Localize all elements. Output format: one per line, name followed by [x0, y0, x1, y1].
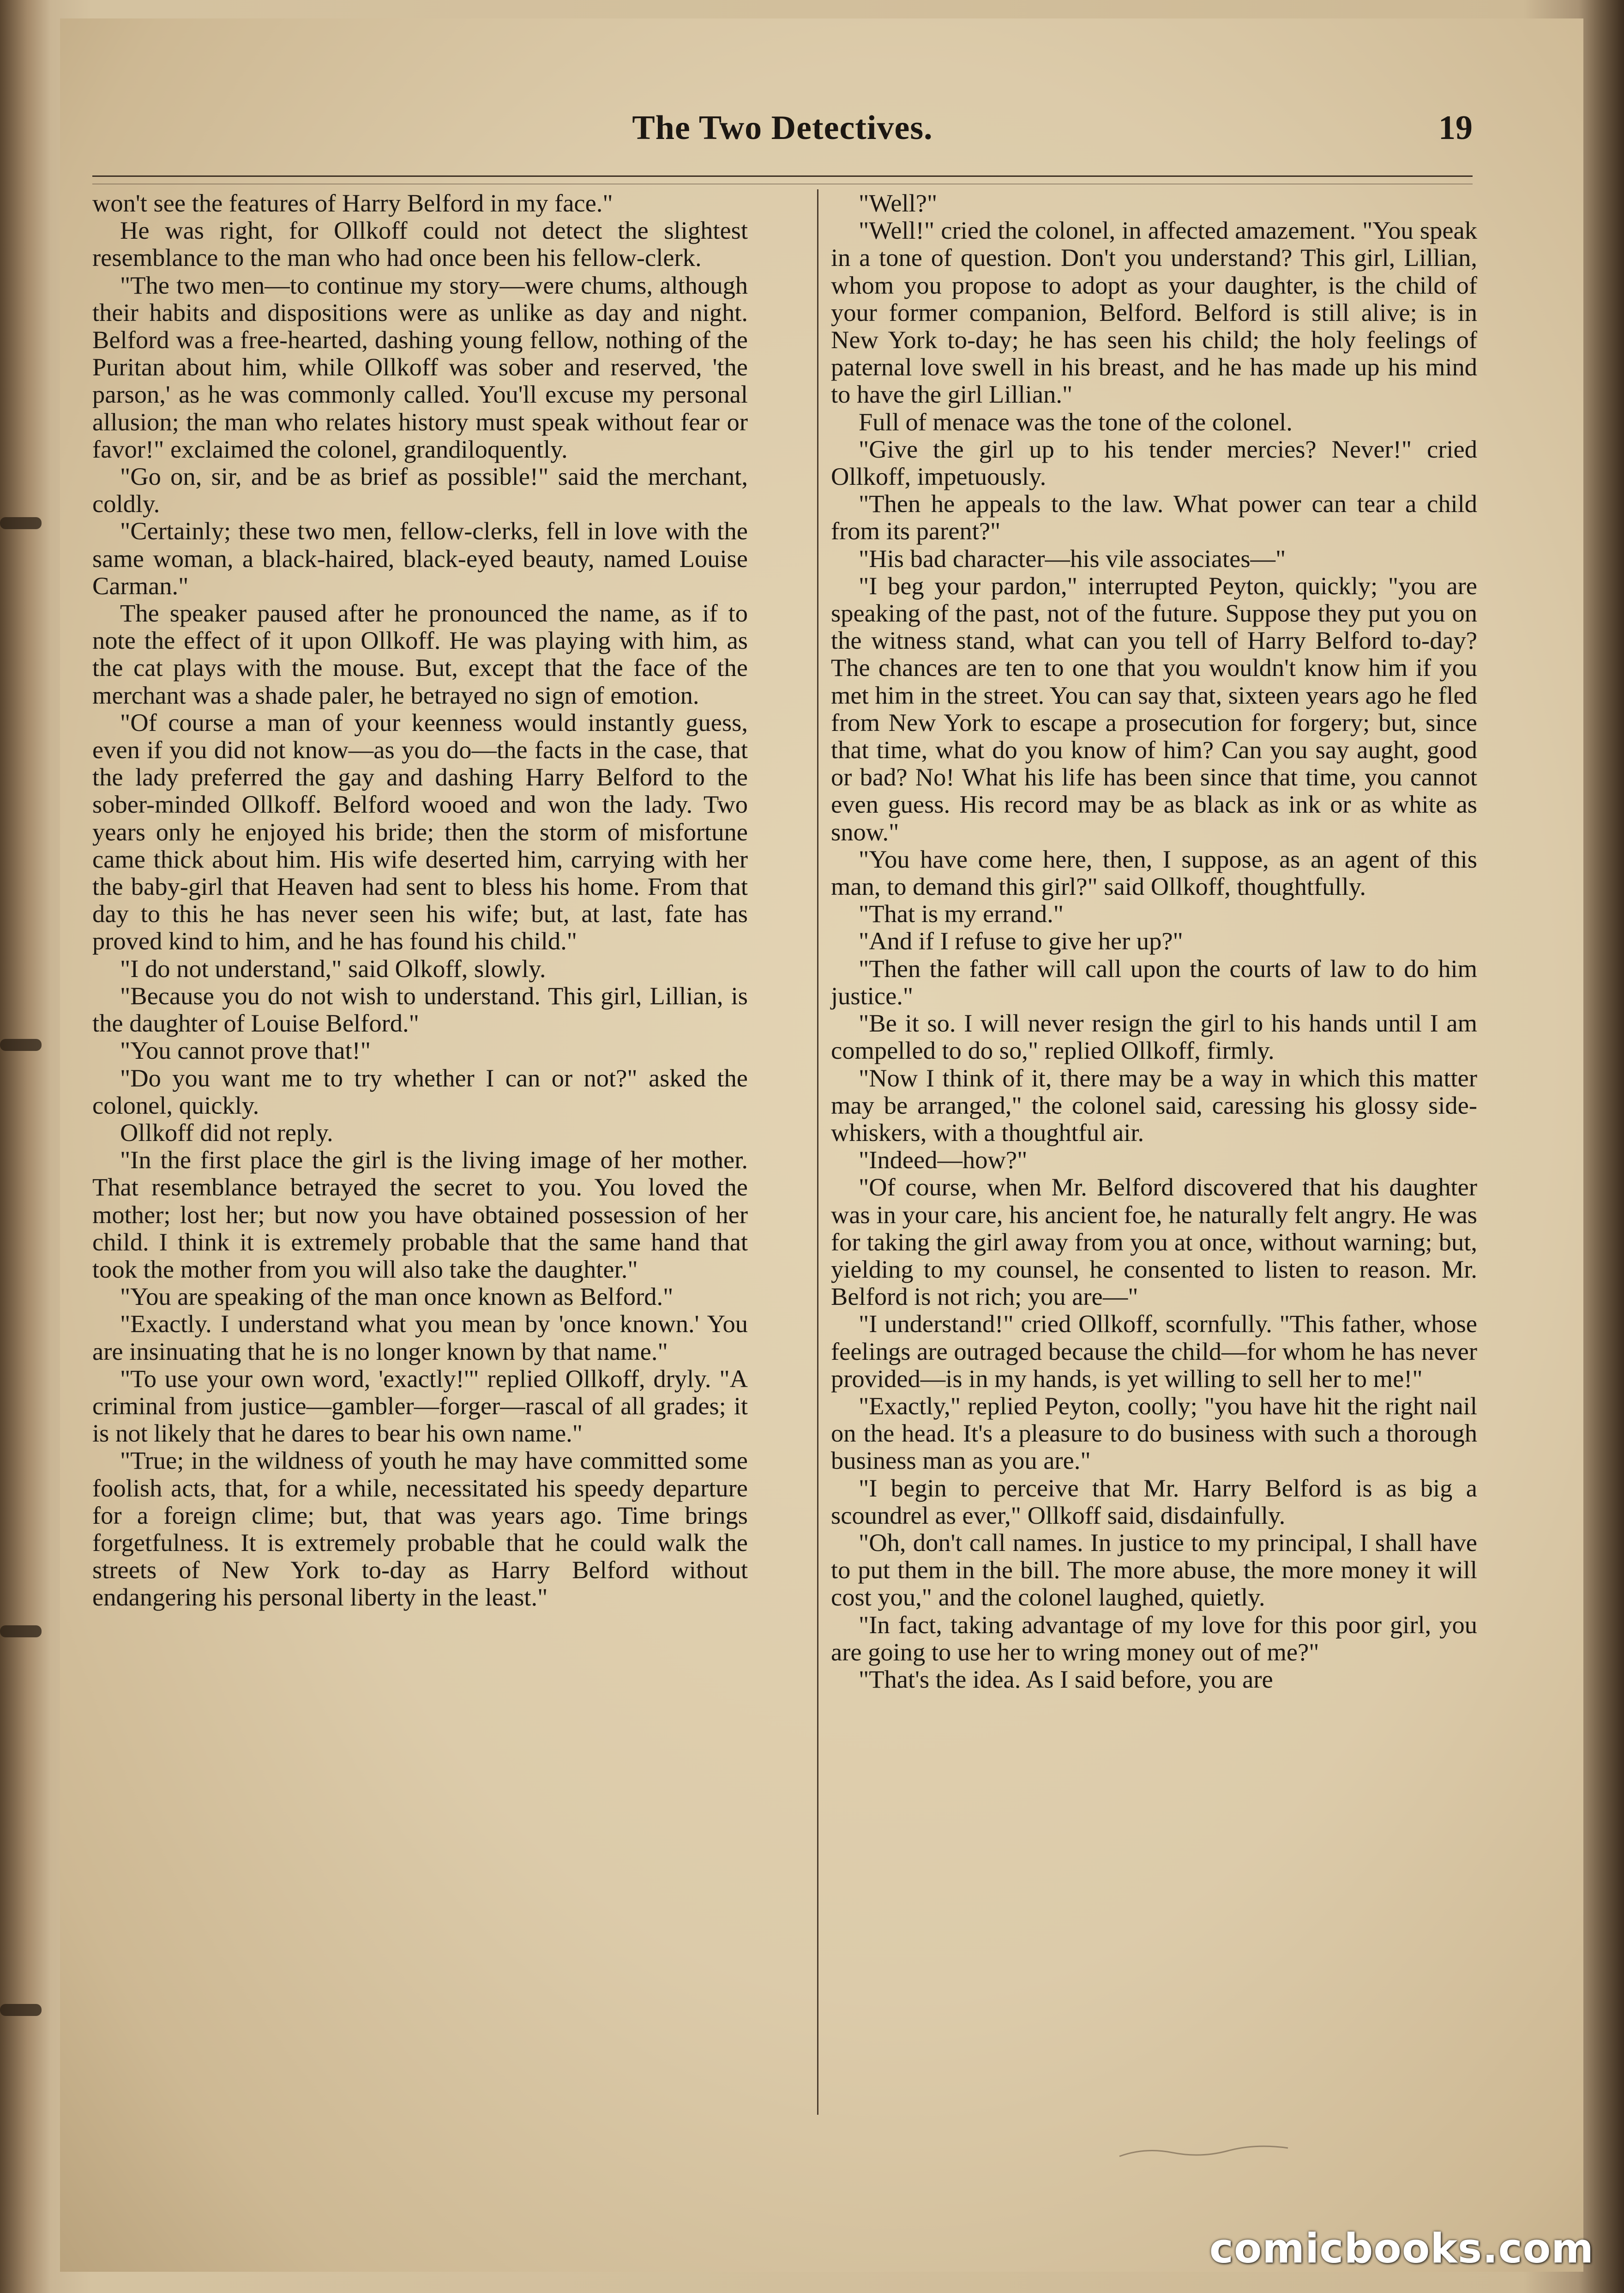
paragraph: "That is my errand."	[859, 899, 1064, 928]
binding-stitch-mark	[0, 1625, 42, 1637]
binding-stitch-mark	[0, 517, 42, 529]
paragraph: "Go on, sir, and be as brief as possible!" said the merchant, coldly.	[92, 462, 748, 518]
paragraph: He was right, for Ollkoff could not detect the slightest resemblance to the man who had once been his fellow-clerk.	[92, 216, 748, 272]
header-rule	[92, 175, 1473, 177]
paragraph: "Now I think of it, there may be a way in which this matter may be arranged," the colonel said, caressing his glossy side-whiskers, with a thoughtful air.	[831, 1063, 1477, 1146]
paragraph: "That's the idea. As I said before, you are	[859, 1665, 1273, 1693]
binding-stitch-mark	[0, 2004, 42, 2016]
paragraph: "His bad character—his vile associates—"	[859, 544, 1286, 573]
running-header	[92, 109, 1473, 159]
paragraph: "To use your own word, 'exactly!'" replied Ollkoff, dryly. "A criminal from justice—gambler—forger—rascal of all grades; it is not likely that he dares to bear his own name."	[92, 1364, 748, 1448]
paragraph: "I beg your pardon," interrupted Peyton, quickly; "you are speaking of the past, not of the future. Suppose they put you on the witness stand, what can you tell of Harry Belford to-day? The chances are ten to one that you wouldn't know him if you met him in the street. You can say that, sixteen years ago he fled from New York to escape a prosecution for forgery; but, since that time, what do you know of him? Can you say aught, good or bad? No! What his life has been since that time, you cannot even guess. His record may be as black as ink or as white as snow."	[831, 571, 1477, 846]
paragraph: "Well!" cried the colonel, in affected amazement. "You speak in a tone of question. Don't you understand? This girl, Lillian, whom you propose to adopt as your daughter, is the child of your former companion, Belford. Belford is still alive; is in New York to-day; he has seen his child; the holy feelings of paternal love swell in his breast, and he has made up his mind to have the girl Lillian."	[831, 216, 1477, 409]
paragraph: The speaker paused after he pronounced the name, as if to note the effect of it upon Ollkoff. He was playing with him, as the cat plays with the mouse. But, except that the face of the merchant was a shade paler, he betrayed no sign of emotion.	[92, 599, 748, 709]
paragraph: "Well?"	[859, 189, 938, 217]
paragraph: "Because you do not wish to understand. This girl, Lillian, is the daughter of Louise Belford."	[92, 981, 748, 1038]
text-column-right	[831, 189, 1477, 1693]
paragraph: "Then he appeals to the law. What power can tear a child from its parent?"	[831, 489, 1477, 545]
site-watermark: comicbooks.com	[1209, 2225, 1594, 2272]
column-divider	[817, 189, 818, 2115]
running-head-title: The Two Detectives.	[632, 109, 933, 147]
paragraph: "In fact, taking advantage of my love for this poor girl, you are going to use her to wring money out of me?"	[831, 1610, 1477, 1666]
paragraph: Full of menace was the tone of the colonel.	[859, 407, 1293, 436]
paragraph: "Oh, don't call names. In justice to my principal, I shall have to put them in the bill. The more abuse, the more money it will cost you," and the colonel laughed, quietly.	[831, 1528, 1477, 1611]
paragraph: "Give the girl up to his tender mercies? Never!" cried Ollkoff, impetuously.	[831, 434, 1477, 491]
paragraph: "Certainly; these two men, fellow-clerks, fell in love with the same woman, a black-haired, black-eyed beauty, named Louise Carman."	[92, 517, 748, 600]
paragraph: "I begin to perceive that Mr. Harry Belford is as big a scoundrel as ever," Ollkoff said, disdainfully.	[831, 1473, 1477, 1529]
paragraph: "Be it so. I will never resign the girl to his hands until I am compelled to do so," replied Ollkoff, firmly.	[831, 1009, 1477, 1065]
paragraph: won't see the features of Harry Belford in my face."	[92, 189, 613, 217]
paragraph: "You are speaking of the man once known as Belford."	[120, 1282, 674, 1311]
binding-stitch-mark	[0, 1039, 42, 1051]
paragraph: "True; in the wildness of youth he may have committed some foolish acts, that, for a while, necessitated his speedy departure for a foreign clime; but, that was years ago. Time brings forgetfulness. It is extremely probable that he could walk the streets of New York to-day as Harry Belford without endangering his personal liberty in the least."	[92, 1446, 748, 1611]
paragraph: "Do you want me to try whether I can or not?" asked the colonel, quickly.	[92, 1063, 748, 1119]
paragraph: "Of course, when Mr. Belford discovered that his daughter was in your care, his ancient foe, he naturally felt angry. He was for taking the girl away from you at once, without warning; but, yielding to my counsel, he consented to listen to reason. Mr. Belford is not rich; you are—"	[831, 1173, 1477, 1311]
paragraph: "The two men—to continue my story—were chums, although their habits and dispositions were as unlike as day and night. Belford was a free-hearted, dashing young fellow, nothing of the Puritan about him, while Ollkoff was sober and reserved, 'the parson,' as he was commonly called. You'll excuse my personal allusion; the man who relates history must speak without fear or favor!" exclaimed the colonel, grandiloquently.	[92, 271, 748, 463]
paragraph: "Then the father will call upon the courts of law to do him justice."	[831, 954, 1477, 1010]
paragraph: "I understand!" cried Ollkoff, scornfully. "This father, whose feelings are outraged because the child—for whom he has never provided—is in my hands, is yet willing to sell her to me!"	[831, 1309, 1477, 1393]
paragraph: "Indeed—how?"	[859, 1146, 1028, 1174]
paragraph: "In the first place the girl is the living image of her mother. That resemblance betrayed the secret to you. You loved the mother; lost her; but now you have obtained possession of her child. I think it is extremely probable that the same hand that took the mother from you will also take the daughter."	[92, 1146, 748, 1283]
text-column-left	[92, 189, 748, 1611]
paragraph: "You have come here, then, I suppose, as an agent of this man, to demand this girl?" said Ollkoff, thoughtfully.	[831, 845, 1477, 901]
paragraph: Ollkoff did not reply.	[120, 1118, 333, 1146]
pencil-scribble-mark	[1117, 2142, 1293, 2161]
page-number: 19	[1438, 109, 1473, 147]
paragraph: "You cannot prove that!"	[120, 1036, 371, 1065]
paragraph: "Of course a man of your keenness would instantly guess, even if you did not know—as you do—the facts in the case, that the lady preferred the gay and dashing Harry Belford to the sober-minded Ollkoff. Belford wooed and won the lady. Two years only he enjoyed his bride; then the storm of misfortune came thick about him. His wife deserted him, carrying with her the baby-girl that Heaven had sent to bless his home. From that day to this he has never seen his wife; but, at last, fate has proved kind to him, and he has found his child."	[92, 708, 748, 955]
paragraph: "Exactly. I understand what you mean by 'once known.' You are insinuating that he is no longer known by that name."	[92, 1309, 748, 1365]
paragraph: "I do not understand," said Olkoff, slowly.	[120, 954, 546, 983]
paragraph: "Exactly," replied Peyton, coolly; "you have hit the right nail on the head. It's a pleasure to do business with such a thorough business man as you are."	[831, 1391, 1477, 1475]
paragraph: "And if I refuse to give her up?"	[859, 927, 1183, 955]
